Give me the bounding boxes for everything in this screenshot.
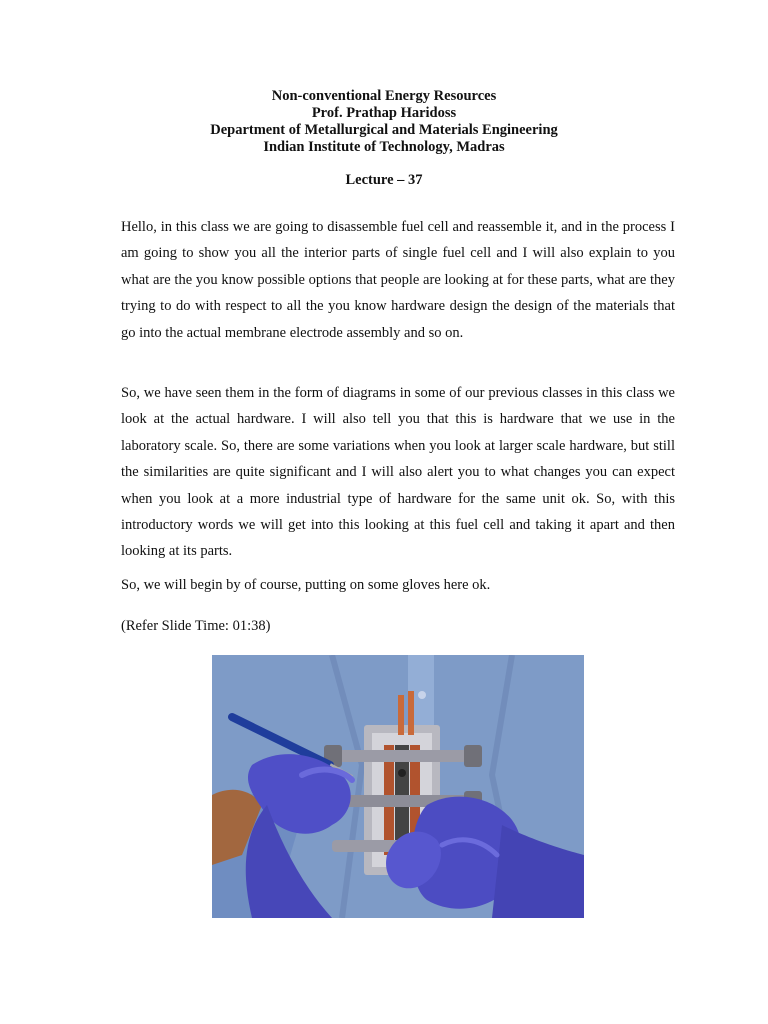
lecture-number: Lecture – 37 [345,172,423,188]
paragraph-hardware: So, we have seen them in the form of diagrams in some of our previous classes in this class we look at the actual hardware. I will also tell you that this is hardware that we use in the laboratory scale. So, there are some variations when you look at larger scale hardware, but still the similarities are quite significant and I will also alert you to what changes you can expect when you look at a more industrial type of hardware for the same unit ok. So, with this introductory words we will get into this looking at this fuel cell and taking it apart and then looking at its parts. [121,385,675,560]
institute-name: Indian Institute of Technology, Madras [263,139,505,155]
document-header [0,88,768,156]
fuel-cell-photo [212,655,584,918]
department-name: Department of Metallurgical and Materials Engineering [210,122,558,138]
slide-time-reference: (Refer Slide Time: 01:38) [121,618,271,634]
paragraph-gloves: So, we will begin by of course, putting on some gloves here ok. [121,577,491,593]
paragraph-intro: Hello, in this class we are going to disassemble fuel cell and reassemble it, and in the process I am going to show you all the interior parts of single fuel cell and I will also explain to you what are the you know possible options that people are looking at for these parts, what are they trying to do with respect to all the you know hardware design the design of the materials that go into the actual membrane electrode assembly and so on. [121,219,675,341]
professor-name: Prof. Prathap Haridoss [311,105,457,121]
course-title: Non-conventional Energy Resources [271,88,497,104]
